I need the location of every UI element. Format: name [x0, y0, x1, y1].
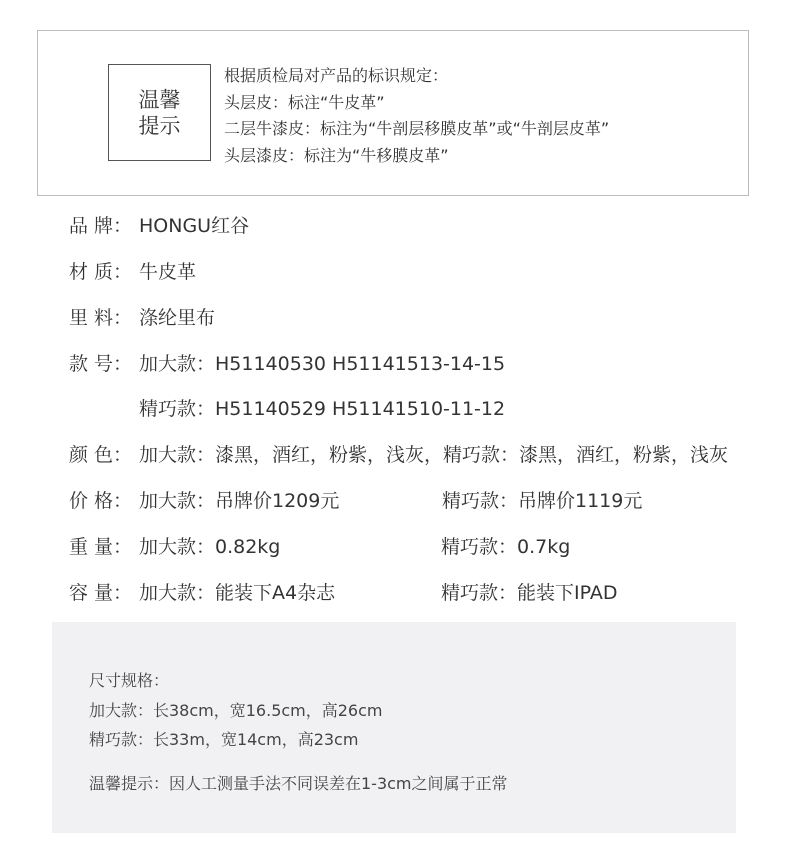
- spec-label: 里 料：: [69, 306, 133, 329]
- notice-box: [37, 30, 749, 196]
- spec-label: 款 号：: [69, 352, 133, 375]
- spec-label: 材 质：: [69, 260, 133, 283]
- spec-value: 涤纶里布: [139, 306, 216, 329]
- spec-row-lining: [69, 301, 215, 331]
- spec-value-small: 精巧款：0.7kg: [441, 535, 571, 558]
- notice-text: [224, 63, 609, 169]
- spec-value: 加大款：吊牌价1209元: [139, 489, 340, 512]
- spec-value: 加大款：H51140530 H51141513-14-15: [139, 352, 506, 375]
- spec-row-brand: [69, 209, 249, 239]
- spec-value-small: 精巧款：吊牌价1119元: [442, 489, 643, 512]
- spec-row-color: [69, 438, 728, 468]
- spec-row-capacity: [69, 576, 749, 606]
- spec-value-small: 精巧款：能装下IPAD: [441, 581, 618, 604]
- spec-row-material: [69, 255, 196, 285]
- notice-line: 根据质检局对产品的标识规定：: [224, 66, 449, 85]
- spec-label: 颜 色：: [69, 443, 133, 466]
- spec-row-price: [69, 484, 749, 514]
- spec-value: 牛皮革: [139, 260, 197, 283]
- spec-label: 容 量：: [69, 581, 133, 604]
- spec-value: 加大款：0.82kg: [139, 535, 281, 558]
- notice-label-line1: 温馨: [138, 87, 181, 112]
- size-small: 精巧款：长33m，宽14cm，高23cm: [89, 730, 359, 749]
- notice-line: 头层皮：标注“牛皮革”: [224, 92, 385, 112]
- size-info-box: [52, 622, 736, 833]
- spec-row-model-2: [69, 392, 505, 422]
- size-tip: 温馨提示：因人工测量手法不同误差在1-3cm之间属于正常: [89, 773, 508, 793]
- spec-row-weight: [69, 530, 749, 560]
- spec-value: 加大款：能装下A4杂志: [139, 581, 336, 604]
- spec-label: 价 格：: [69, 489, 133, 512]
- notice-line: 头层漆皮：标注为“牛移膜皮革”: [224, 145, 449, 165]
- spec-value: HONGU红谷: [139, 214, 250, 237]
- spec-value: 加大款：漆黑，酒红，粉紫，浅灰，精巧款：漆黑，酒红，粉紫，浅灰: [139, 443, 729, 466]
- notice-label-box: [108, 64, 211, 161]
- spec-label: 品 牌：: [69, 214, 133, 237]
- size-large: 加大款：长38cm，宽16.5cm，高26cm: [89, 700, 383, 720]
- spec-value: 精巧款：H51140529 H51141510-11-12: [139, 397, 506, 420]
- size-title: 尺寸规格：: [89, 671, 170, 690]
- notice-label-line2: 提示: [138, 113, 181, 138]
- spec-label: 重 量：: [69, 535, 133, 558]
- notice-line: 二层牛漆皮：标注为“牛剖层移膜皮革”或“牛剖层皮革”: [224, 119, 610, 138]
- spec-row-model: [69, 347, 505, 377]
